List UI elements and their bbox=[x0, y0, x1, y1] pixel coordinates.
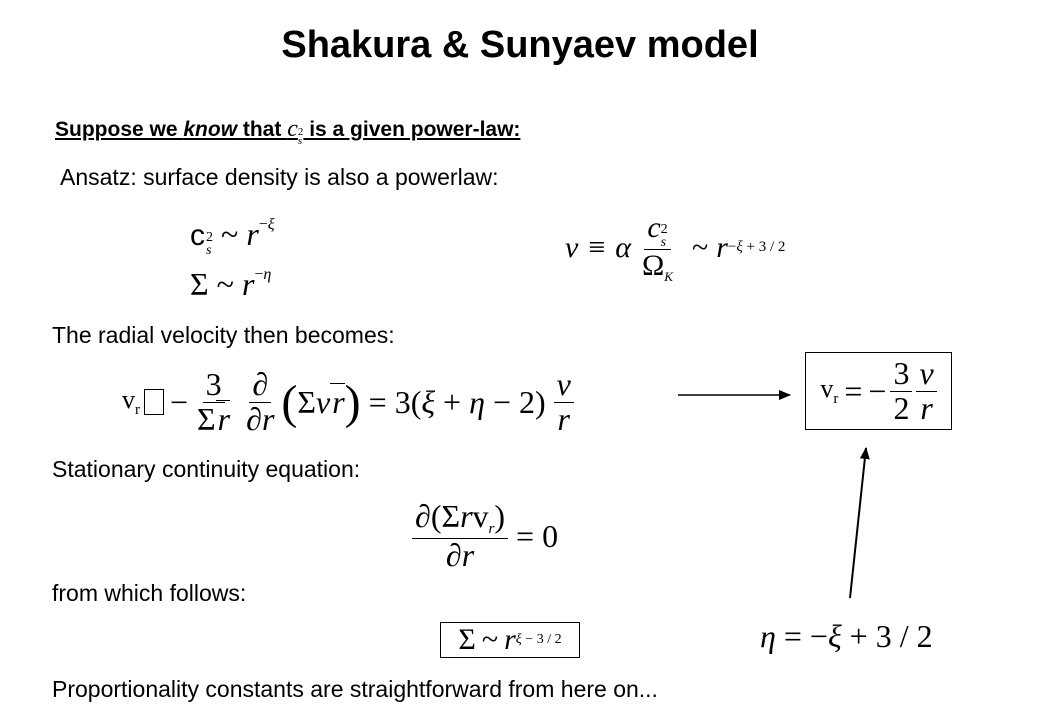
subheading-middle: that bbox=[237, 118, 288, 141]
continuity-text: Stationary continuity equation: bbox=[52, 456, 361, 482]
inline-cs2: c 2 s bbox=[287, 116, 304, 147]
equation-vr-full: $v_r$ − $\frac{3}{\Sigma r}$ $\frac{\partial}{\partial r}$ ( Σνr ) = 3(ξ + η − 2) $\frac{\nu}{r}$ bbox=[122, 362, 574, 442]
equation-sigma-power: Σ ~ $r^{-\eta}$ bbox=[190, 266, 272, 302]
subheading-before: Suppose we bbox=[55, 118, 184, 141]
proportionality-text: Proportionality constants are straightforward from here on... bbox=[52, 676, 658, 702]
slide-title: Shakura & Sunyaev model bbox=[281, 24, 759, 66]
arrow-up bbox=[850, 448, 866, 598]
ansatz-text: Ansatz: surface density is also a powerlaw: bbox=[60, 164, 499, 190]
equation-continuity: $\frac{\text{∂(Σrvr)}}{\partial r}$ = 0 bbox=[412, 500, 566, 572]
equation-sigma-result: Σ ~ r ξ − 3 / 2 bbox=[440, 622, 580, 658]
equation-viscosity: ν ≡ α c 2 s $\Omega_K$ ~ r −ξ + 3 / 2 bbox=[565, 211, 786, 284]
subheading bbox=[55, 116, 520, 146]
equation-vr-result: $v_r$ = − $\frac{3}{2}$ $\frac{\nu}{r}$ bbox=[805, 352, 952, 430]
equation-eta-result: η = −ξ + 3 / 2 bbox=[760, 618, 933, 654]
subheading-after: is a given power-law: bbox=[303, 118, 521, 141]
follows-text: from which follows: bbox=[52, 580, 247, 606]
subheading-italic: know bbox=[183, 118, 238, 141]
equation-cs-power: c 2 s ~ $r^{-\xi}$ bbox=[190, 216, 275, 258]
radial-velocity-text: The radial velocity then becomes: bbox=[52, 322, 395, 348]
